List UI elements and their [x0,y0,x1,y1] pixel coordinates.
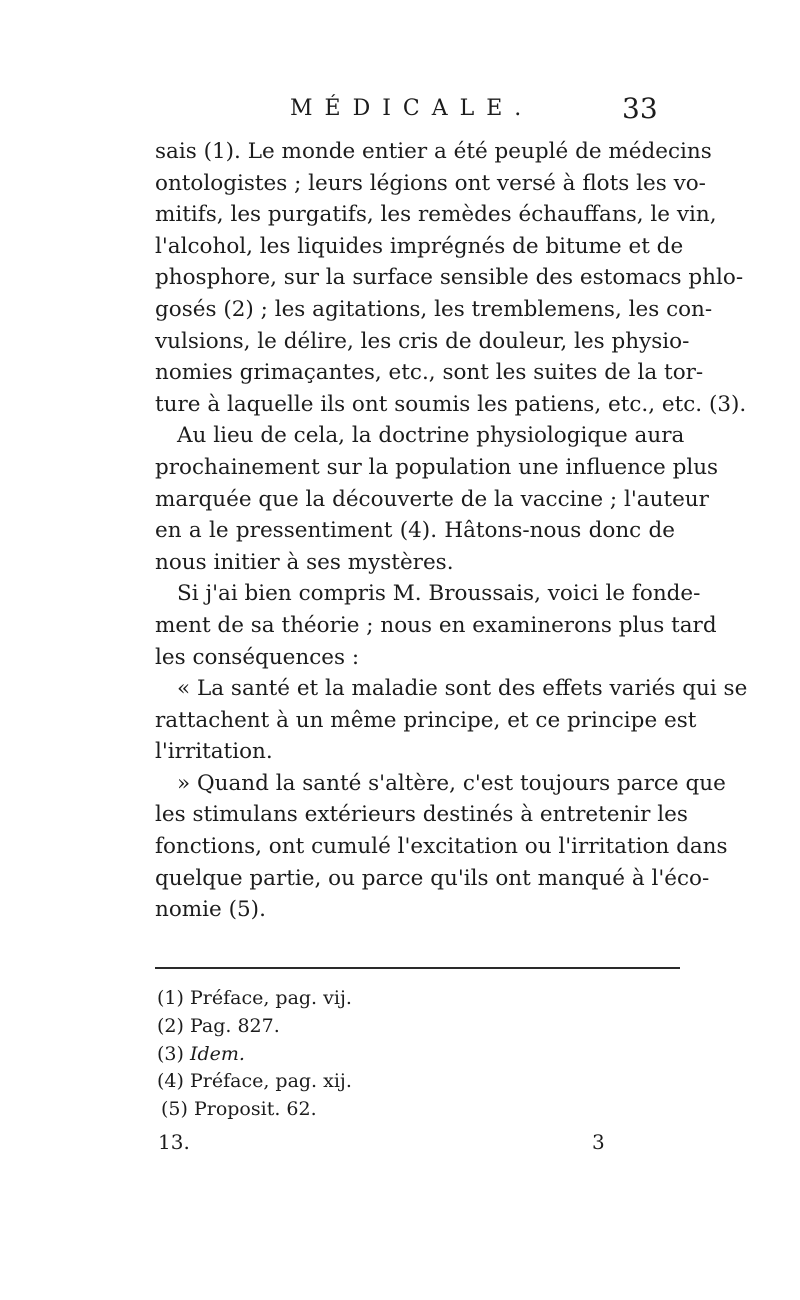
footnote [155,1041,675,1069]
text-line: ment de sa théorie ; nous en examinerons plus tard [155,612,717,638]
footnote [155,1013,675,1041]
footnote-number: (5) [161,1098,188,1121]
text-line: Si j'ai bien compris M. Broussais, voici le fonde- [177,581,701,607]
text-line: mitifs, les purgatifs, les remèdes échauffans, le vin, [155,202,717,228]
footnote-text: Préface, pag. vij. [189,987,352,1009]
text-line: gosés (2) ; les agitations, les tremblemens, les con- [155,296,713,322]
text-line: phosphore, sur la surface sensible des estomacs phlo- [155,265,744,291]
text-line: l'alcohol, les liquides imprégnés de bitume et de [155,233,684,259]
text-line: nomies grimaçantes, etc., sont les suites de la tor- [155,360,704,386]
footnote-number: (2) [157,1014,184,1037]
page-number: 33 [622,92,658,125]
footnote-number: (3) [157,1042,184,1065]
text-line: « La santé et la maladie sont des effets variés qui se [177,676,748,702]
text-line: prochainement sur la population une influence plus [155,454,719,480]
text-line: vulsions, le délire, les cris de douleur, les physio- [155,328,690,354]
signature-mark: 13. [158,1130,190,1154]
text-line: les conséquences : [155,644,360,670]
body-text [155,136,748,926]
footnote-text: Pag. 827. [189,1014,280,1037]
page-header [0,92,800,132]
text-line: ontologistes ; leurs légions ont versé à flots les vo- [155,170,706,196]
text-line: ture à laquelle ils ont soumis les patiens, etc., etc. (3). [155,391,747,417]
text-line: » Quand la santé s'altère, c'est toujours parce que [177,770,726,796]
text-line: fonctions, ont cumulé l'excitation ou l'irritation dans [155,834,728,860]
text-line: quelque partie, ou parce qu'ils ont manqué à l'éco- [155,865,710,891]
footnote [155,1096,675,1124]
footnote-number: (1) [157,987,184,1009]
footnote [155,985,675,1013]
text-line: rattachent à un même principe, et ce principe est [155,707,697,733]
footnote-text: Préface, pag. xij. [189,1070,352,1093]
running-title: MÉDICALE. [290,96,534,121]
text-line: les stimulans extérieurs destinés à entretenir les [155,802,688,828]
footnote-rule [155,967,680,969]
footnote [155,1068,675,1096]
text-line: l'irritation. [155,739,273,765]
text-line: marquée que la découverte de la vaccine ; l'auteur [155,486,709,512]
footnote-number: (4) [157,1070,184,1093]
text-line: sais (1). Le monde entier a été peuplé de médecins [155,139,712,164]
text-line: nous initier à ses mystères. [155,549,454,575]
text-line: en a le pressentiment (4). Hâtons-nous donc de [155,518,675,544]
text-line: nomie (5). [155,897,266,923]
footnote-text: Idem. [189,1042,245,1065]
footnotes [155,985,675,1124]
text-line: Au lieu de cela, la doctrine physiologique aura [177,423,685,449]
sheet-number: 3 [592,1130,605,1154]
footnote-text: Proposit. 62. [193,1098,317,1121]
